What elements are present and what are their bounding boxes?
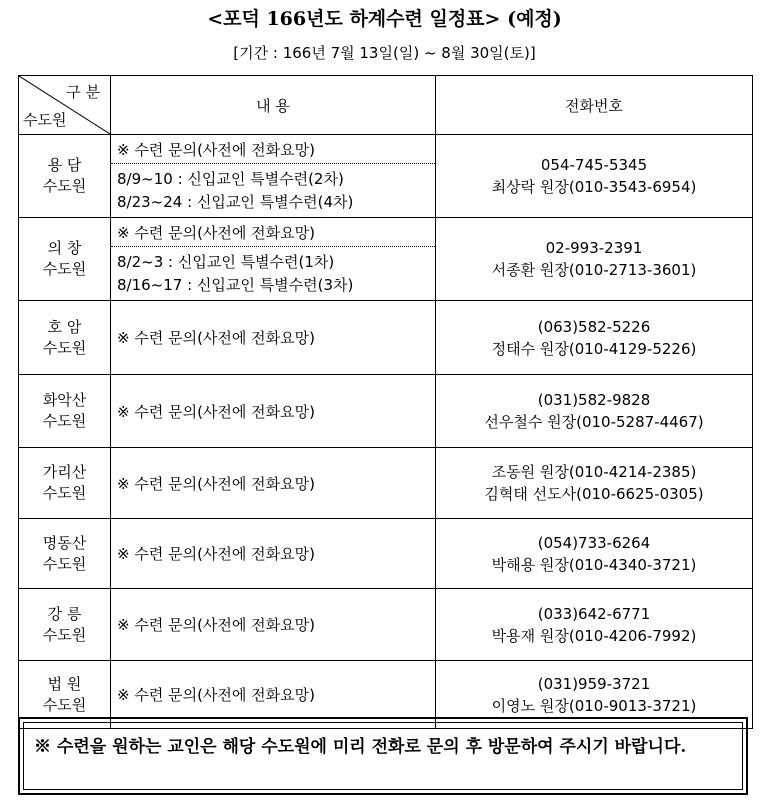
inquiry-text: ※ 수련 문의(사전에 전화요망): [111, 301, 436, 375]
header-gubun: 구 분: [66, 83, 100, 101]
phone-cell: (033)642-6771 박용재 원장(010-4206-7992): [436, 589, 753, 661]
center-name: 호 암 수도원: [19, 301, 111, 375]
header-center: 수도원: [23, 111, 67, 129]
schedule-item: 8/9~10 : 신입교인 특별수련(2차): [117, 170, 344, 188]
table-row: [19, 448, 753, 519]
schedule-list: [111, 247, 435, 300]
schedule-item: 8/16~17 : 신입교인 특별수련(3차): [117, 276, 354, 294]
header-diagonal-cell: [19, 76, 111, 135]
center-name: 가리산 수도원: [19, 448, 111, 519]
schedule-list: [111, 164, 435, 217]
inquiry-text: ※ 수련 문의(사전에 전화요망): [111, 375, 436, 448]
center-name: 의 창 수도원: [19, 218, 111, 301]
content-cell: [111, 218, 436, 301]
table-row: [19, 301, 753, 375]
phone-cell: (063)582-5226 정태수 원장(010-4129-5226): [436, 301, 753, 375]
phone-line: 서종환 원장(010-2713-3601): [491, 261, 697, 279]
phone-cell: (031)582-9828 선우철수 원장(010-5287-4467): [436, 375, 753, 448]
page-title: <포덕 166년도 하계수련 일정표> (예정): [207, 8, 562, 30]
center-name: 화악산 수도원: [19, 375, 111, 448]
header-content: 내 용: [111, 76, 436, 135]
schedule-table: [18, 75, 753, 729]
inquiry-text: ※ 수련 문의(사전에 전화요망): [111, 661, 436, 729]
schedule-period: [기간 : 166년 7월 13일(일) ~ 8월 30일(토)]: [233, 44, 536, 62]
center-name: 법 원 수도원: [19, 661, 111, 729]
table-row: [19, 135, 753, 218]
schedule-item: 8/2~3 : 신입교인 특별수련(1차): [117, 253, 335, 271]
inquiry-text: ※ 수련 문의(사전에 전화요망): [111, 448, 436, 519]
inquiry-text: ※ 수련 문의(사전에 전화요망): [111, 218, 435, 247]
table-row: [19, 519, 753, 589]
center-name: 강 릉 수도원: [19, 589, 111, 661]
table-row: [19, 375, 753, 448]
header-phone: 전화번호: [436, 76, 753, 135]
phone-line: 최상락 원장(010-3543-6954): [491, 178, 697, 196]
phone-cell: [436, 135, 753, 218]
notice-text: ※ 수련을 원하는 교인은 해당 수도원에 미리 전화로 문의 후 방문하여 주시기 바랍니다.: [23, 722, 743, 790]
inquiry-text: ※ 수련 문의(사전에 전화요망): [111, 519, 436, 589]
phone-cell: (054)733-6264 박해용 원장(010-4340-3721): [436, 519, 753, 589]
phone-line: 02-993-2391: [545, 239, 643, 257]
inquiry-text: ※ 수련 문의(사전에 전화요망): [111, 589, 436, 661]
notice-box: [18, 717, 748, 795]
center-name: 명동산 수도원: [19, 519, 111, 589]
content-cell: [111, 135, 436, 218]
phone-line: 054-745-5345: [540, 156, 648, 174]
phone-cell: [436, 218, 753, 301]
schedule-item: 8/23~24 : 신입교인 특별수련(4차): [117, 193, 354, 211]
table-row: [19, 218, 753, 301]
phone-cell: (031)959-3721 이영노 원장(010-9013-3721): [436, 661, 753, 729]
header-row: [19, 76, 753, 135]
center-name: 용 담 수도원: [19, 135, 111, 218]
inquiry-text: ※ 수련 문의(사전에 전화요망): [111, 135, 435, 164]
table-row: [19, 589, 753, 661]
phone-cell: 조동원 원장(010-4214-2385) 김혁태 선도사(010-6625-0305): [436, 448, 753, 519]
